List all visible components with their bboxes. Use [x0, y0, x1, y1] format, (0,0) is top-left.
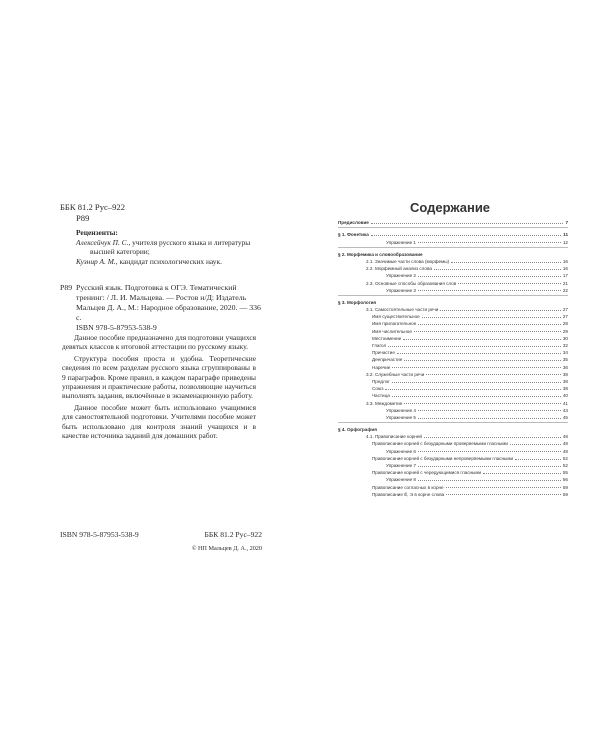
udk-code: Р89 — [76, 213, 90, 223]
toc-entry[interactable] — [338, 362, 568, 369]
toc-entry-page: 34 — [562, 350, 568, 356]
bottom-bbk: ББК 81.2 Рус–922 — [204, 530, 262, 539]
toc-entry-page: 40 — [562, 393, 568, 399]
toc-leader-dots — [446, 487, 561, 488]
toc-entry-page: 59 — [562, 484, 568, 490]
toc-entry-title: Имя числительное — [372, 328, 412, 334]
toc-leader-dots — [418, 290, 561, 291]
toc-leader-dots — [371, 235, 561, 236]
toc-entry-title: § 2. Морфемика и словообразование — [338, 251, 423, 257]
copyright: © НП Мальцев Д. А., 2020 — [191, 545, 262, 552]
toc-entry-page: 22 — [562, 287, 568, 293]
toc-entry-title: Упражнение 6 — [386, 448, 416, 454]
toc-entry[interactable] — [338, 319, 568, 326]
toc-entry-title: 3.2. Служебные части речи — [366, 371, 425, 377]
toc-entry-page: 28 — [562, 321, 568, 327]
toc-entry-page: 16 — [562, 258, 568, 264]
toc-entry-title: Правописание согласных в корне — [372, 484, 444, 490]
toc-entry[interactable] — [338, 454, 568, 461]
toc-entry-page: 27 — [562, 307, 568, 313]
toc-entry[interactable] — [338, 490, 568, 497]
toc-entry[interactable] — [338, 355, 568, 362]
toc-entry-page: 30 — [562, 335, 568, 341]
toc-entry-page: 52 — [562, 455, 568, 461]
toc-divider — [338, 247, 568, 248]
toc-entry-page: 17 — [562, 273, 568, 279]
toc-entry-title: Предлог — [372, 378, 390, 384]
toc-entry[interactable] — [338, 406, 568, 413]
toc-entry-page: 48 — [562, 448, 568, 454]
toc-entry[interactable] — [338, 218, 568, 225]
toc-divider — [338, 295, 568, 296]
table-of-contents — [338, 216, 568, 497]
toc-entry-title: 4.1. Правописание корней — [366, 434, 422, 440]
toc-entry-title: Причастие — [372, 350, 395, 356]
toc-entry-page: 55 — [562, 470, 568, 476]
toc-entry-title: Предисловие — [338, 220, 369, 226]
toc-entry[interactable] — [338, 398, 568, 405]
toc-entry-title: Местоимение — [372, 335, 402, 341]
toc-leader-dots — [418, 451, 561, 452]
toc-leader-dots — [371, 223, 564, 224]
toc-entry-title: Упражнение 4 — [386, 407, 416, 413]
toc-entry[interactable] — [338, 348, 568, 355]
toc-entry-title: Упражнение 8 — [386, 477, 416, 483]
toc-entry-title: Упражнение 3 — [386, 287, 416, 293]
toc-leader-dots — [426, 374, 561, 375]
toc-leader-dots — [385, 389, 560, 390]
toc-entry-page: 21 — [562, 280, 568, 286]
toc-entry-page: 32 — [562, 343, 568, 348]
toc-leader-dots — [446, 494, 561, 495]
reviewer-2-desc: кандидат психологических наук. — [117, 256, 222, 266]
toc-entry[interactable] — [338, 264, 568, 271]
toc-leader-dots — [483, 473, 561, 474]
toc-entry[interactable] — [338, 439, 568, 446]
catalog-isbn: ISBN 978-5-87953-538-9 — [76, 323, 157, 332]
toc-entry-page: 52 — [562, 463, 568, 468]
toc-entry-page: 35 — [562, 357, 568, 363]
toc-leader-dots — [418, 410, 561, 411]
toc-leader-dots — [414, 331, 561, 332]
toc-entry-page: 7 — [565, 220, 568, 226]
toc-entry-title: Упражнение 2 — [386, 273, 416, 279]
bottom-isbn: ISBN 978-5-87953-538-9 — [60, 530, 139, 539]
toc-entry-page: 56 — [562, 477, 568, 483]
catalog-entry — [60, 283, 265, 333]
toc-leader-dots — [388, 346, 561, 347]
toc-entry-page: 45 — [562, 414, 568, 420]
toc-entry-page: 29 — [562, 328, 568, 334]
toc-entry[interactable] — [338, 286, 568, 293]
toc-entry[interactable] — [338, 298, 568, 305]
toc-entry-title: Деепричастие — [372, 357, 403, 363]
toc-leader-dots — [515, 459, 561, 460]
toc-entry-title: Правописание Ё, Э в корне слова — [372, 491, 445, 497]
toc-entry[interactable] — [338, 482, 568, 489]
toc-entry-title: Упражнение 1 — [386, 239, 416, 245]
reviewer-1-desc: учителя русского языка и литературы — [130, 237, 251, 247]
toc-leader-dots — [404, 360, 561, 361]
toc-entry-page: 16 — [562, 266, 568, 272]
toc-entry-page: 38 — [562, 371, 568, 377]
toc-leader-dots — [397, 353, 561, 354]
toc-entry-page: 48 — [562, 441, 568, 447]
abstract-paragraph: Структура пособия проста и удобна. Теоретические сведения по всем разделам русского языка сгруппированы в 9 параграфов. Кроме правил, в каждом параграфе приведены упражнения и практические работы, позволяющие научиться выполнять задания, включённые в экзаменационную работу. — [62, 353, 256, 401]
toc-entry-page: 38 — [562, 378, 568, 384]
toc-entry[interactable] — [338, 326, 568, 333]
toc-entry-page: 27 — [562, 314, 568, 320]
toc-leader-dots — [458, 283, 561, 284]
abstract — [62, 333, 256, 442]
toc-leader-dots — [418, 324, 561, 325]
toc-divider — [338, 422, 568, 423]
toc-entry-page: 36 — [562, 364, 568, 370]
toc-entry[interactable] — [338, 432, 568, 439]
toc-entry-title: 3.3. Междометие — [366, 400, 403, 406]
toc-entry-title: Частица — [372, 393, 390, 399]
toc-entry[interactable] — [338, 391, 568, 398]
toc-leader-dots — [392, 367, 561, 368]
toc-title: Содержание — [409, 200, 491, 215]
toc-entry[interactable] — [338, 312, 568, 319]
catalog-code: Р89 — [60, 283, 73, 292]
toc-entry-title: Союз — [372, 386, 384, 392]
toc-entry-page: 59 — [562, 491, 568, 497]
toc-entry[interactable] — [338, 271, 568, 278]
reviewers-heading: Рецензенты: — [76, 228, 118, 237]
reviewer-2 — [76, 257, 261, 267]
abstract-paragraph: Данное пособие может быть использовано учащимися для самостоятельной подготовки. Учителями пособие может быть использовано для контроля знаний учащихся и в качестве источника заданий для домашних работ. — [62, 402, 256, 441]
reviewer-1 — [76, 238, 261, 248]
toc-entry[interactable] — [338, 475, 568, 482]
reviewer-2-name: Кузнир А. М., — [76, 256, 118, 266]
toc-leader-dots — [403, 339, 561, 340]
toc-entry[interactable] — [338, 413, 568, 420]
toc-leader-dots — [434, 269, 561, 270]
reviewer-1-name: Алексейчук П. С., — [76, 237, 131, 247]
toc-entry[interactable] — [338, 230, 568, 237]
toc-entry[interactable] — [338, 461, 568, 468]
toc-entry-page: 11 — [563, 232, 568, 238]
toc-leader-dots — [510, 444, 561, 445]
toc-entry-title: Правописание корней с чередующимися гласными — [372, 470, 482, 476]
toc-entry-page: 48 — [562, 434, 568, 440]
toc-leader-dots — [440, 310, 561, 311]
toc-entry-title: 2.2. Морфемный анализ слова — [366, 266, 432, 272]
toc-entry-title: § 4. Орфография — [338, 427, 377, 433]
toc-entry-title: § 3. Морфология — [338, 299, 377, 305]
toc-entry[interactable] — [338, 278, 568, 285]
reviewer-1-desc-cont: высшей категории; — [90, 247, 150, 257]
toc-leader-dots — [422, 317, 561, 318]
toc-entry[interactable] — [338, 334, 568, 341]
toc-entry[interactable] — [338, 370, 568, 377]
toc-entry[interactable] — [338, 305, 568, 312]
toc-leader-dots — [418, 480, 561, 481]
toc-entry-title: Упражнение 5 — [386, 414, 416, 420]
toc-leader-dots — [418, 242, 561, 243]
toc-leader-dots — [418, 466, 561, 467]
toc-entry-page: 38 — [562, 386, 568, 392]
toc-entry[interactable] — [338, 377, 568, 384]
toc-entry-page: 43 — [562, 407, 568, 413]
toc-entry-title: Имя существительное — [372, 314, 420, 320]
toc-leader-dots — [404, 403, 560, 404]
toc-entry[interactable] — [338, 468, 568, 475]
toc-entry-page: 12 — [562, 239, 568, 245]
toc-entry[interactable] — [338, 341, 568, 348]
toc-entry[interactable] — [338, 237, 568, 244]
toc-entry-title: Имя прилагательное — [372, 321, 417, 327]
toc-entry-title: § 1. Фонетика — [338, 232, 369, 238]
toc-leader-dots — [418, 276, 561, 277]
toc-entry-title: 2.1. Значимые части слова (морфемы) — [366, 258, 450, 264]
catalog-text: Русский язык. Подготовка к ОГЭ. Тематический тренинг: / Л. И. Мальцева. — Ростов н/Д: Издатель Мальцев Д. А., М.: Народное образование, 2020. — 336 с. — [76, 283, 261, 322]
toc-entry[interactable] — [338, 250, 568, 257]
toc-entry-title: Правописание корней с безударными проверяемыми гласными — [372, 441, 508, 447]
abstract-paragraph: Данное пособие предназначено для подготовки учащихся девятых классов к итоговой аттестации по русскому языку. — [62, 333, 256, 352]
reviewers-block — [76, 228, 261, 266]
bbk-header — [60, 202, 125, 224]
toc-entry[interactable] — [338, 257, 568, 264]
toc-leader-dots — [392, 396, 561, 397]
toc-entry-title: 2.3. Основные способы образования слов — [366, 280, 457, 286]
toc-leader-dots — [392, 382, 561, 383]
right-page — [300, 0, 600, 750]
toc-entry-title: 3.1. Самостоятельные части речи — [366, 307, 439, 313]
toc-leader-dots — [418, 418, 561, 419]
toc-divider — [338, 227, 568, 228]
toc-leader-dots — [424, 437, 561, 438]
toc-entry[interactable] — [338, 425, 568, 432]
toc-entry-title: Упражнение 7 — [386, 463, 416, 468]
toc-entry[interactable] — [338, 384, 568, 391]
toc-leader-dots — [451, 262, 561, 263]
toc-entry[interactable] — [338, 446, 568, 453]
toc-entry-title: Глагол — [372, 343, 387, 348]
bbk-code: ББК 81.2 Рус–922 — [60, 202, 126, 212]
toc-entry-title: Правописание корней с безударными непроверяемыми гласными — [372, 455, 514, 461]
toc-entry-page: 41 — [562, 400, 568, 406]
toc-entry-title: Наречие — [372, 364, 391, 370]
